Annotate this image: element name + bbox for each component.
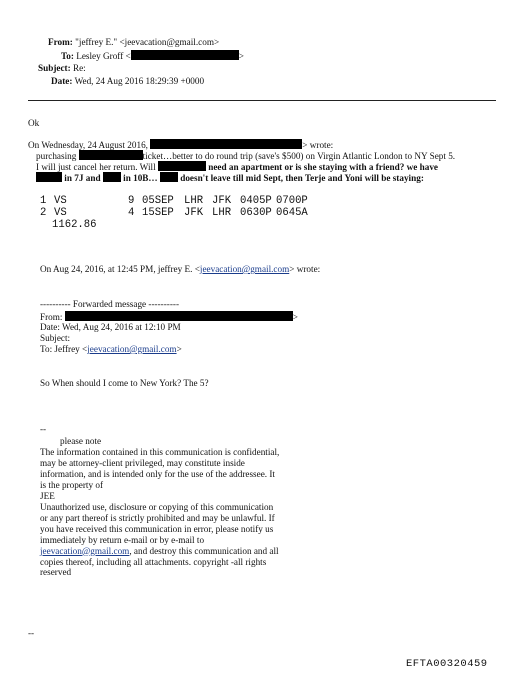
fwd-subject-line: Subject:	[40, 333, 71, 343]
itin-seq: 2	[40, 207, 47, 219]
itin-arr: 0700P	[276, 195, 308, 207]
subject-value: Re:	[72, 63, 86, 73]
header-subject-line	[38, 63, 86, 74]
earlier-intro-email-link[interactable]: jeevacation@gmail.com	[199, 264, 290, 274]
date-value: Wed, 24 Aug 2016 18:29:39 +0000	[74, 76, 205, 86]
header-divider	[28, 100, 496, 101]
notice-jee: JEE	[40, 491, 55, 501]
itin-dep: 0630P	[240, 207, 272, 219]
fwd-to-line	[40, 344, 182, 355]
itin-from: LHR	[184, 195, 204, 207]
itin-to: JFK	[212, 195, 232, 207]
redaction-block	[36, 172, 62, 182]
itin-seq: 1	[40, 195, 47, 207]
reply-text: Ok	[28, 118, 40, 128]
redaction-block	[65, 311, 293, 321]
itin-to: LHR	[212, 207, 232, 219]
from-email: jeevacation@gmail.com	[124, 37, 214, 47]
header-to-line	[61, 50, 244, 62]
quote-line-3	[36, 172, 424, 184]
please-note: please note	[60, 436, 102, 446]
itin-from: JFK	[184, 207, 204, 219]
fwd-to-end: >	[176, 344, 182, 354]
fwd-to-start: To: Jeffrey <	[40, 344, 88, 354]
from-label: From:	[48, 37, 73, 47]
fwd-message: So When should I come to New York? The 5?	[40, 378, 209, 388]
itinerary-row	[40, 208, 308, 219]
quote-line-3-b: in 10B…	[123, 173, 158, 183]
itinerary-total: 1162.86	[52, 219, 97, 231]
end-dashes: --	[28, 628, 35, 638]
from-end: >	[213, 37, 220, 47]
header-date-line	[51, 76, 204, 87]
from-name: "jeffrey E." <	[75, 37, 125, 47]
fwd-from-end: >	[292, 312, 298, 322]
earlier-intro	[40, 264, 320, 275]
notice-paragraph-1: The information contained in this communication is confidential, may be attorney-client privileged, may constitute inside information, and is intended only for the use of the addressee. It is the property of	[40, 447, 280, 490]
notice-email-link[interactable]: jeevacation@gmail.com	[40, 545, 130, 556]
redaction-block	[158, 161, 206, 171]
itin-flight: 4	[128, 207, 135, 219]
document-id: EFTA00320459	[406, 658, 488, 670]
date-label: Date:	[51, 76, 73, 86]
forwarded-banner: ---------- Forwarded message ----------	[40, 299, 180, 309]
quote-line-1-end: ticket…better to do round trip (save's $500) on Virgin Atlantic London to NY Sept 5.	[142, 151, 456, 161]
subject-label: Subject:	[38, 63, 71, 73]
to-value: Lesley Groff <	[76, 51, 131, 61]
quote-line-3-c: doesn't leave till mid Sept, then Terje and Yoni will be staying:	[180, 173, 424, 183]
quote-line-2-end: need an apartment or is she staying with a friend? we have	[208, 162, 439, 172]
redaction-block	[79, 150, 143, 160]
itin-date: 15SEP	[142, 207, 174, 219]
itin-flight: 9	[128, 195, 135, 207]
quote-line-1-start: purchasing	[36, 151, 77, 161]
redaction-block	[160, 172, 178, 182]
redaction-block	[103, 172, 121, 182]
earlier-intro-start: On Aug 24, 2016, at 12:45 PM, jeffrey E. <	[40, 264, 200, 274]
redaction-block	[150, 139, 302, 149]
itin-dep: 0405P	[240, 195, 272, 207]
earlier-intro-end: > wrote:	[289, 264, 321, 274]
itin-date: 05SEP	[142, 195, 174, 207]
itin-arr: 0645A	[276, 207, 308, 219]
redaction-block	[131, 50, 239, 60]
notice-p2-end: , and destroy this communication and all copies thereof, including all attachments. copyright -all rights reserved	[40, 545, 279, 578]
quote-line-3-a: in 7J and	[64, 173, 101, 183]
signature-dashes: --	[40, 424, 47, 434]
fwd-from-label: From:	[40, 312, 63, 322]
itin-airline: VS	[54, 207, 67, 219]
quote-intro-end: > wrote:	[302, 140, 334, 150]
to-end: >	[238, 51, 244, 61]
to-label: To:	[61, 51, 74, 61]
notice-p2-start: Unauthorized use, disclosure or copying of this communication or any part thereof is strictly prohibited and may be unlawful. If you have received this communication in error, please notify us immediately by return e-mail or by e-mail to	[40, 502, 275, 545]
fwd-date-line: Date: Wed, Aug 24, 2016 at 12:10 PM	[40, 322, 181, 332]
itinerary-row	[40, 196, 308, 207]
notice-paragraph-2	[40, 502, 280, 578]
quote-line-2-start: I will just cancel her return. Will	[36, 162, 156, 172]
fwd-to-email-link[interactable]: jeevacation@gmail.com	[87, 344, 177, 354]
itin-airline: VS	[54, 195, 67, 207]
quote-intro-start: On Wednesday, 24 August 2016,	[28, 140, 148, 150]
header-from-line	[48, 37, 219, 48]
